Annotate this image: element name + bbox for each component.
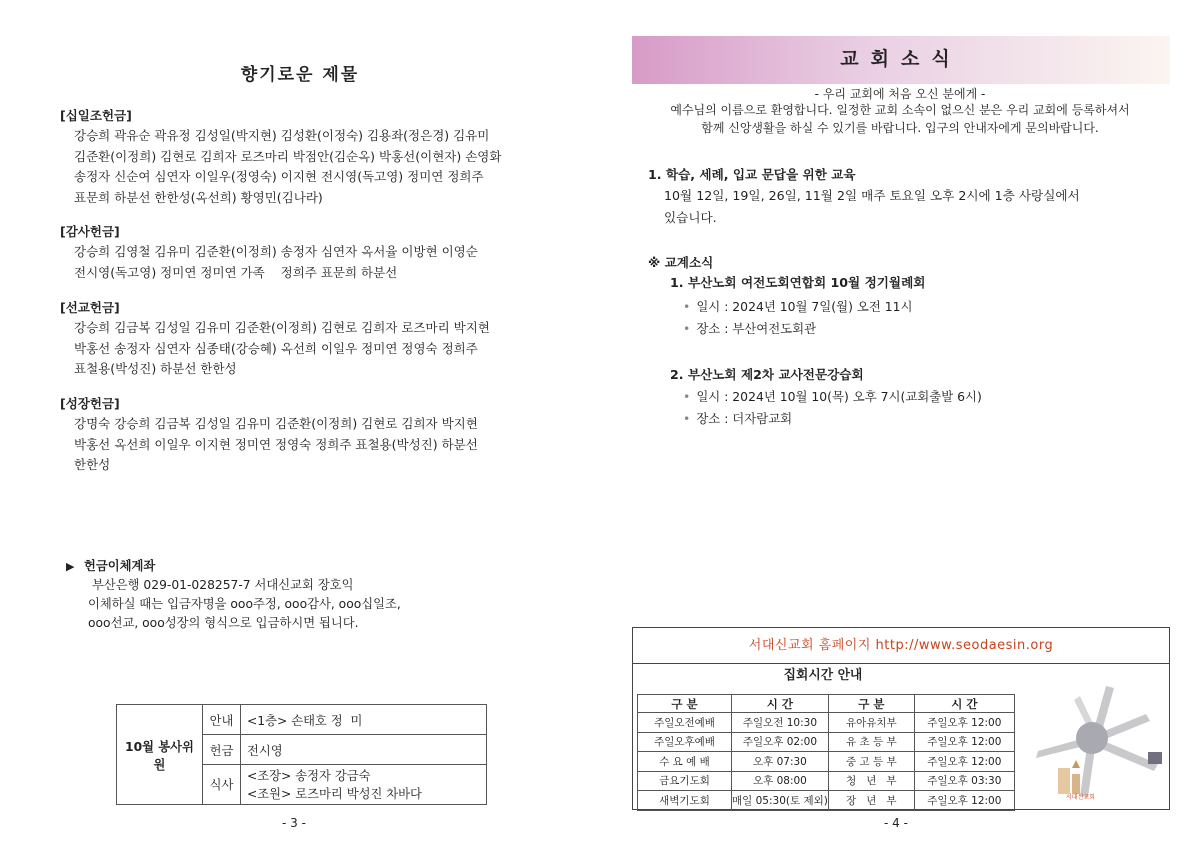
map-church-label: 서대신교회 [1066,794,1095,801]
name-line: 표문희 하분선 한한성(옥선희) 황영민(김나라) [74,189,323,205]
event-bullet [683,319,816,337]
tithe-section [60,106,540,208]
name-line: 강승희 곽유순 곽유정 김성일(박지현) 김성환(이정숙) 김용좌(정은경) 김유미 [74,128,490,143]
growth-section [60,394,540,476]
service-value: 전시영 [241,735,487,765]
service-title: 10월 봉사위원 [117,705,203,805]
offering-title: 향기로운 제물 [240,65,360,85]
table-cell: 금요기도회 [638,771,732,791]
name-line: 박홍선 송정자 심연자 심종태(강승혜) 옥선희 이일우 정미연 정영숙 정희주 [74,340,478,356]
name-line: 전시영(독고영) 정미연 정미연 가족 정희주 표문희 하분선 [74,264,398,280]
section-heading: [십일조헌금] [60,108,132,123]
education-body [664,185,1174,229]
triangle-marker-icon: ▶ [66,560,75,573]
table-cell: 수 요 예 배 [638,752,732,772]
table-cell: 유 초 등 부 [828,732,914,752]
name-line: 송정자 신순여 심연자 이일우(정영숙) 이지현 전시영(독고영) 정미연 정희주 [74,169,484,184]
account-heading: 헌금이체계좌 [84,559,156,573]
service-category: 헌금 [203,735,241,765]
bullet-text: 일시 : 2024년 10월 10(목) 오후 7시(교회출발 6시) [696,389,982,404]
table-row [638,732,1015,752]
section-heading: [감사헌금] [60,224,120,239]
thanks-section [60,222,540,283]
table-cell: 주일오전 10:30 [732,713,829,733]
service-line: <조장> 송정자 강금숙 [247,768,371,783]
table-cell: 새벽기도회 [638,791,732,811]
presbytery-heading: ※ 교계소식 [648,255,714,270]
account-line: 이체하실 때는 입금자명을 ooo주정, ooo감사, ooo십일조, [88,597,401,611]
event-bullet [683,297,912,315]
name-line: 박홍선 옥선희 이일우 이지현 정미연 정영숙 정희주 표철용(박성진) 하분선 [74,436,478,452]
name-line: 한한성 [74,457,111,472]
event-heading: 1. 부산노회 여전도회연합회 10월 정기월례회 [670,275,926,290]
table-cell: 청 년 부 [828,771,914,791]
service-category: 식사 [203,765,241,805]
transfer-account [66,557,516,633]
table-cell: 중 고 등 부 [828,752,914,772]
event-bullet [683,387,982,405]
table-cell: 주일오후 03:30 [914,771,1014,791]
service-category: 안내 [203,705,241,735]
meeting-times-title: 집회시간 안내 [783,668,863,683]
education-line: 있습니다. [664,210,717,225]
service-committee-table [116,704,487,805]
table-cell: 매일 05:30(토 제외) [732,791,829,811]
service-value: <1층> 손태호 정 미 [241,705,487,735]
table-cell: 유아유치부 [828,713,914,733]
welcome-heading: - 우리 교회에 처음 오신 분에게 - [814,87,986,101]
service-value [241,765,487,805]
service-line: <조원> 로즈마리 박성진 차바다 [247,786,422,801]
bullet-icon: • [683,299,691,314]
bullet-icon: • [683,389,691,404]
table-cell: 주일오후 12:00 [914,713,1014,733]
table-cell: 오후 07:30 [732,752,829,772]
homepage-link[interactable]: 서대신교회 홈페이지 http://www.seodaesin.org [633,628,1169,664]
name-line: 김준환(이정희) 김현로 김희자 로즈마리 박점안(김순옥) 박홍선(이현자) 손영화 [74,148,502,164]
table-cell: 주일오후 12:00 [914,791,1014,811]
bullet-text: 장소 : 더자람교회 [696,411,793,426]
account-line: ooo선교, ooo성장의 형식으로 입금하시면 됩니다. [88,616,359,630]
column-header: 구 분 [638,695,732,713]
education-line: 10월 12일, 19일, 26일, 11월 2일 매주 토요일 오후 2시에 1층 사랑실에서 [664,188,1080,203]
account-line: 부산은행 029-01-028257-7 서대신교회 장호익 [92,578,354,592]
table-cell: 주일오전예배 [638,713,732,733]
name-line: 강승희 김영철 김유미 김준환(이정희) 송정자 심연자 옥서율 이방현 이영순 [74,244,478,259]
column-header: 시 간 [732,695,829,713]
column-header: 시 간 [914,695,1014,713]
name-line: 강명숙 강승희 김금복 김성일 김유미 김준환(이정희) 김현로 김희자 박지현 [74,416,478,431]
bullet-icon: • [683,411,691,426]
bullet-text: 장소 : 부산여전도회관 [696,321,817,336]
table-cell: 주일오후 12:00 [914,752,1014,772]
table-cell: 주일오후예배 [638,732,732,752]
meeting-times-table [637,694,1015,811]
table-cell: 주일오후 12:00 [914,732,1014,752]
table-row [638,752,1015,772]
education-heading: 1. 학습, 세례, 입교 문답을 위한 교육 [648,167,856,182]
table-cell: 주일오후 02:00 [732,732,829,752]
name-line: 강승희 김금복 김성일 김유미 김준환(이정희) 김현로 김희자 로즈마리 박지현 [74,320,490,335]
table-cell: 오후 08:00 [732,771,829,791]
column-header: 구 분 [828,695,914,713]
bullet-text: 일시 : 2024년 10월 7일(월) 오전 11시 [696,299,913,314]
event-heading: 2. 부산노회 제2차 교사전문강습회 [670,367,864,382]
event-bullet [683,409,792,427]
section-heading: [선교헌금] [60,300,120,315]
welcome-line: 함께 신앙생활을 하실 수 있기를 바랍니다. 입구의 안내자에게 문의바랍니다. [701,121,1099,135]
mission-section [60,298,540,380]
table-row [638,771,1015,791]
table-header-row [638,695,1015,713]
table-row [638,791,1015,811]
section-heading: [성장헌금] [60,396,120,411]
bullet-icon: • [683,321,691,336]
table-cell: 장 년 부 [828,791,914,811]
table-row [638,713,1015,733]
page-number: - 3 - [282,816,306,830]
church-location-map [1018,676,1166,804]
name-line: 표철용(박성진) 하분선 한한성 [74,361,237,376]
welcome-line: 예수님의 이름으로 환영합니다. 일정한 교회 소속이 없으신 분은 우리 교회에 등록하셔서 [670,103,1130,117]
page-number: - 4 - [884,816,908,830]
church-news-banner: 교회소식 [632,36,1170,84]
